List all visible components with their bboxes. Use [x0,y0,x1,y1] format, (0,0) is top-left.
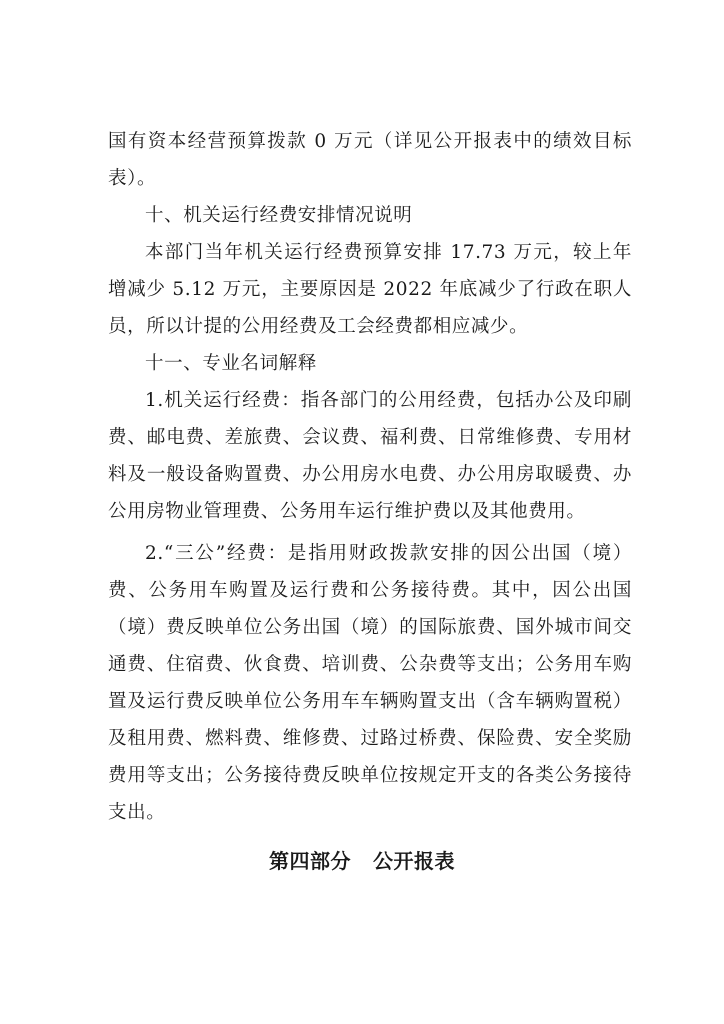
section-title-label: 公开报表 [373,849,455,873]
paragraph-operating-expenses-explanation: 本部门当年机关运行经费预算安排 17.73 万元，较上年增减少 5.12 万元，主要原因是 2022 年底减少了行政在职人员，所以计提的公用经费及工会经费都相应减少。 [108,242,632,337]
section-part-label: 第四部分 [269,849,351,873]
paragraph-term-operating-expenses: 1.机关运行经费：指各部门的公用经费，包括办公及印刷费、邮电费、差旅费、会议费、福利费、日常维修费、专用材料及一般设备购置费、办公用房水电费、办公用房取暖费、办公用房物业管理费、公务用车运行维护费以及其他费用。 [108,390,632,522]
paragraph-state-capital-budget: 国有资本经营预算拨款 0 万元（详见公开报表中的绩效目标表）。 [108,131,632,189]
paragraph-term-three-public-expenses: 2.“三公”经费：是指用财政拨款安排的因公出国（境）费、公务用车购置及运行费和公务接待费。其中，因公出国（境）费反映单位公务出国（境）的国际旅费、国外城市间交通费、住宿费、伙食费、培训费、公杂费等支出；公务用车购置及运行费反映单位公务用车车辆购置支出（含车辆购置税）及租用费、燃料费、维修费、过路过桥费、保险费、安全奖励费用等支出；公务接待费反映单位按规定开支的各类公务接待支出。 [108,543,632,823]
heading-office-operating-expenses: 十、机关运行经费安排情况说明 [145,205,413,226]
heading-terminology: 十一、专业名词解释 [145,353,317,374]
section-heading [0,845,724,874]
